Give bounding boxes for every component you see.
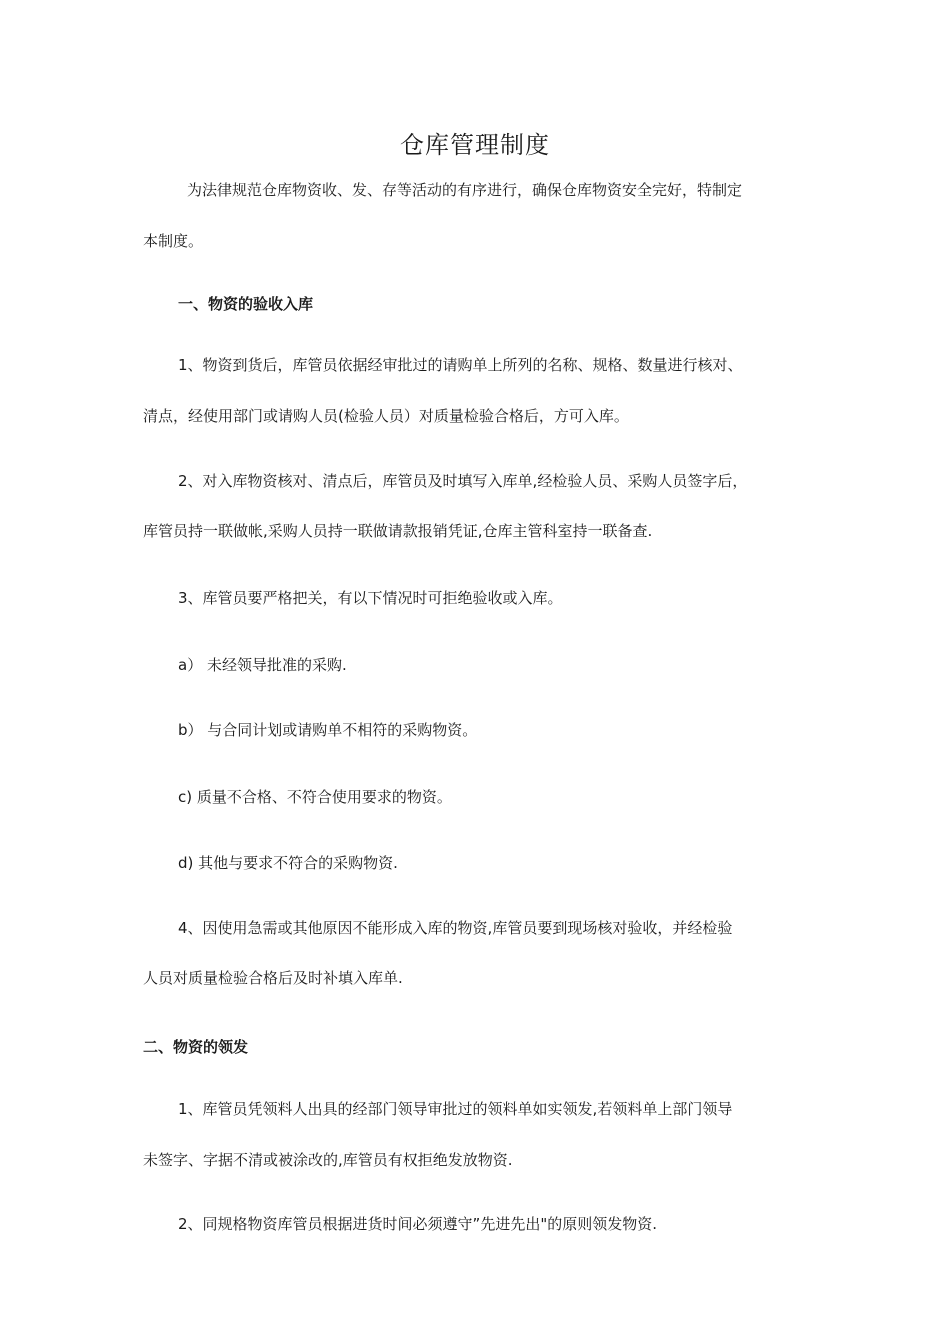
intro-line-2: 本制度。	[143, 232, 204, 250]
section-1-item-4-line-2: 人员对质量检验合格后及时补填入库单.	[143, 969, 403, 987]
section-1-sub-b: b） 与合同计划或请购单不相符的采购物资。	[178, 721, 478, 739]
section-1-heading: 一、物资的验收入库	[178, 295, 314, 313]
section-1-sub-a: a） 未经领导批准的采购.	[178, 656, 347, 674]
section-1-item-3: 3、库管员要严格把关，有以下情况时可拒绝验收或入库。	[178, 589, 563, 607]
section-1-sub-d: d) 其他与要求不符合的采购物资.	[178, 854, 398, 872]
section-1-sub-c: c) 质量不合格、不符合使用要求的物资。	[178, 788, 452, 806]
section-1-item-2-line-2: 库管员持一联做帐,采购人员持一联做请款报销凭证,仓库主管科室持一联备查.	[143, 522, 653, 540]
section-1-item-1-line-2: 清点，经使用部门或请购人员(检验人员）对质量检验合格后，方可入库。	[143, 407, 629, 425]
section-1-item-1-line-1: 1、物资到货后，库管员依据经审批过的请购单上所列的名称、规格、数量进行核对、	[178, 356, 743, 374]
intro-line-1: 为法律规范仓库物资收、发、存等活动的有序进行，确保仓库物资安全完好，特制定	[187, 181, 743, 199]
section-2-item-2: 2、同规格物资库管员根据进货时间必须遵守”先进先出"的原则领发物资.	[178, 1215, 657, 1233]
section-2-item-1-line-2: 未签字、字据不清或被涂改的,库管员有权拒绝发放物资.	[143, 1151, 513, 1169]
section-2-item-1-line-1: 1、库管员凭领料人出具的经部门领导审批过的领料单如实领发,若领料单上部门领导	[178, 1100, 733, 1118]
document-title: 仓库管理制度	[400, 131, 550, 159]
section-1-item-4-line-1: 4、因使用急需或其他原因不能形成入库的物资,库管员要到现场核对验收，并经检验	[178, 919, 733, 937]
section-2-heading: 二、物资的领发	[143, 1038, 249, 1056]
section-1-item-2-line-1: 2、对入库物资核对、清点后，库管员及时填写入库单,经检验人员、采购人员签字后，	[178, 472, 748, 490]
